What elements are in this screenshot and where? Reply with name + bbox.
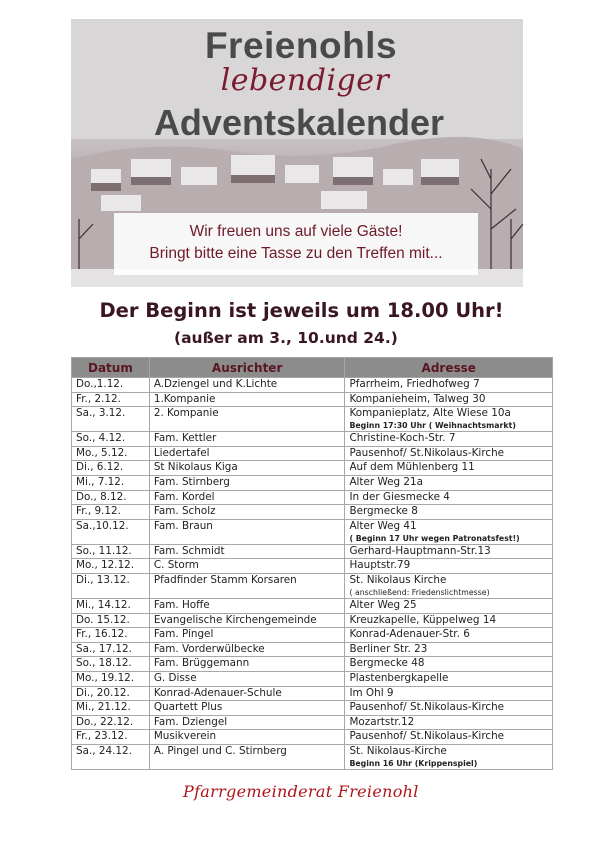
table-row bbox=[72, 657, 553, 672]
cell-date-text: Do., 22.12. bbox=[76, 715, 134, 728]
cell-address bbox=[345, 432, 553, 447]
cell-host-text: A. Pingel und C. Stirnberg bbox=[153, 744, 287, 757]
table-row bbox=[72, 505, 553, 520]
schedule-table bbox=[71, 357, 553, 770]
cell-date bbox=[72, 744, 150, 769]
cell-date bbox=[72, 519, 150, 544]
table-row bbox=[72, 392, 553, 407]
cell-address-note: ( anschließend: Friedenslichtmesse) bbox=[349, 587, 490, 597]
cell-host bbox=[149, 657, 345, 672]
table-row bbox=[72, 432, 553, 447]
table-row bbox=[72, 671, 553, 686]
cell-host bbox=[149, 686, 345, 701]
cell-address-text: Alter Weg 25 bbox=[349, 598, 417, 611]
table-row bbox=[72, 490, 553, 505]
cell-address bbox=[345, 701, 553, 716]
cell-address bbox=[345, 544, 553, 559]
cell-date-text: Sa., 17.12. bbox=[76, 642, 132, 655]
cell-date bbox=[72, 505, 150, 520]
cell-host bbox=[149, 730, 345, 745]
cell-address-text: Mozartstr.12 bbox=[349, 715, 415, 728]
cell-address-text: Hauptstr.79 bbox=[349, 559, 411, 572]
table-row bbox=[72, 613, 553, 628]
cell-host bbox=[149, 432, 345, 447]
cell-host bbox=[149, 461, 345, 476]
cell-date bbox=[72, 544, 150, 559]
cell-date-text: Sa., 24.12. bbox=[76, 744, 132, 757]
table-row bbox=[72, 642, 553, 657]
cell-host bbox=[149, 378, 345, 393]
cell-date-text: Fr., 9.12. bbox=[76, 505, 121, 518]
cell-date bbox=[72, 378, 150, 393]
banner-message-line1: Wir freuen uns auf viele Gäste! bbox=[189, 223, 403, 240]
cell-address bbox=[345, 671, 553, 686]
table-row bbox=[72, 573, 553, 598]
table-row bbox=[72, 559, 553, 574]
banner-title-line2: lebendiger bbox=[220, 63, 390, 98]
cell-host-text: Fam. Brüggemann bbox=[153, 657, 250, 670]
cell-host bbox=[149, 642, 345, 657]
cell-date-text: Mi., 7.12. bbox=[76, 475, 125, 488]
table-header-row bbox=[72, 358, 553, 378]
cell-host-text: Fam. Scholz bbox=[153, 505, 216, 518]
table-row bbox=[72, 544, 553, 559]
cell-host-text: Fam. Dziengel bbox=[153, 715, 228, 728]
cell-date bbox=[72, 613, 150, 628]
cell-date-text: Sa.,10.12. bbox=[76, 519, 129, 532]
cell-date bbox=[72, 490, 150, 505]
cell-address-note: Beginn 16 Uhr (Krippenspiel) bbox=[349, 758, 478, 768]
cell-host-text: C. Storm bbox=[153, 559, 199, 572]
cell-address bbox=[345, 378, 553, 393]
table-row bbox=[72, 744, 553, 769]
cell-host-text: St Nikolaus Kiga bbox=[153, 461, 238, 474]
cell-host-text: Pfadfinder Stamm Korsaren bbox=[153, 573, 297, 586]
table-row bbox=[72, 686, 553, 701]
cell-host bbox=[149, 519, 345, 544]
cell-host-text: Quartett Plus bbox=[153, 701, 223, 714]
cell-host bbox=[149, 573, 345, 598]
cell-address bbox=[345, 657, 553, 672]
cell-host bbox=[149, 475, 345, 490]
cell-host-text: Fam. Braun bbox=[153, 519, 213, 532]
cell-address bbox=[345, 519, 553, 544]
cell-date bbox=[72, 392, 150, 407]
cell-date-text: Mo., 19.12. bbox=[76, 671, 135, 684]
cell-date bbox=[72, 475, 150, 490]
cell-address bbox=[345, 628, 553, 643]
cell-address-text: Gerhard-Hauptmann-Str.13 bbox=[349, 544, 491, 557]
cell-address-text: Konrad-Adenauer-Str. 6 bbox=[349, 628, 470, 641]
cell-date-text: Fr., 16.12. bbox=[76, 628, 128, 641]
cell-host bbox=[149, 559, 345, 574]
cell-host-text: Fam. Schmidt bbox=[153, 544, 225, 557]
cell-address-text: In der Giesmecke 4 bbox=[349, 490, 450, 503]
cell-address-text: Im Ohl 9 bbox=[349, 686, 394, 699]
cell-host bbox=[149, 628, 345, 643]
table-row bbox=[72, 519, 553, 544]
table-row bbox=[72, 378, 553, 393]
cell-date-text: Di., 20.12. bbox=[76, 686, 130, 699]
cell-date-text: Mi., 21.12. bbox=[76, 701, 131, 714]
banner-message-box bbox=[114, 213, 478, 275]
cell-address-text: Pausenhof/ St.Nikolaus-Kirche bbox=[349, 730, 505, 743]
cell-host-text: Evangelische Kirchengemeinde bbox=[153, 613, 317, 626]
cell-date bbox=[72, 657, 150, 672]
cell-host-text: Fam. Kettler bbox=[153, 432, 217, 445]
cell-address bbox=[345, 446, 553, 461]
cell-date bbox=[72, 686, 150, 701]
cell-host-text: Fam. Kordel bbox=[153, 490, 215, 503]
footer-signature: Pfarrgemeinderat Freienohl bbox=[183, 782, 419, 801]
cell-address-text: Berliner Str. 23 bbox=[349, 642, 428, 655]
cell-address bbox=[345, 613, 553, 628]
cell-host-text: G. Disse bbox=[153, 671, 197, 684]
exceptions-subheadline: (außer am 3., 10.und 24.) bbox=[174, 329, 398, 347]
cell-date bbox=[72, 715, 150, 730]
table-row bbox=[72, 461, 553, 476]
cell-date-text: Di., 6.12. bbox=[76, 461, 124, 474]
cell-host bbox=[149, 446, 345, 461]
cell-date-text: Fr., 23.12. bbox=[76, 730, 128, 743]
banner-title-line1: Freienohls bbox=[204, 25, 398, 66]
cell-date-text: Do., 8.12. bbox=[76, 490, 127, 503]
cell-host-text: 2. Kompanie bbox=[153, 407, 219, 420]
cell-host-text: Konrad-Adenauer-Schule bbox=[153, 686, 282, 699]
cell-address-text: Auf dem Mühlenberg 11 bbox=[349, 461, 475, 474]
cell-date bbox=[72, 701, 150, 716]
cell-address-note: Beginn 17:30 Uhr ( Weihnachtsmarkt) bbox=[349, 421, 516, 431]
cell-date bbox=[72, 446, 150, 461]
table-row bbox=[72, 701, 553, 716]
header-datum: Datum bbox=[72, 358, 150, 378]
cell-address-text: Bergmecke 48 bbox=[349, 657, 425, 670]
cell-host bbox=[149, 715, 345, 730]
cell-address-text: Kreuzkapelle, Küppelweg 14 bbox=[349, 613, 497, 626]
cell-address bbox=[345, 715, 553, 730]
cell-date bbox=[72, 598, 150, 613]
cell-address bbox=[345, 642, 553, 657]
cell-address-text: Alter Weg 41 bbox=[349, 519, 417, 532]
cell-host bbox=[149, 671, 345, 686]
cell-host bbox=[149, 392, 345, 407]
cell-address bbox=[345, 598, 553, 613]
cell-host bbox=[149, 490, 345, 505]
header-ausrichter: Ausrichter bbox=[149, 358, 345, 378]
banner-message-line2: Bringt bitte eine Tasse zu den Treffen mit... bbox=[149, 245, 443, 262]
cell-date bbox=[72, 730, 150, 745]
cell-host-text: Fam. Vorderwülbecke bbox=[153, 642, 265, 655]
cell-date bbox=[72, 432, 150, 447]
cell-host-text: Fam. Hoffe bbox=[153, 598, 210, 611]
cell-address bbox=[345, 559, 553, 574]
cell-date bbox=[72, 559, 150, 574]
cell-host bbox=[149, 744, 345, 769]
cell-address-text: Alter Weg 21a bbox=[349, 475, 424, 488]
cell-host bbox=[149, 613, 345, 628]
start-time-headline: Der Beginn ist jeweils um 18.00 Uhr! bbox=[99, 299, 504, 322]
cell-host bbox=[149, 701, 345, 716]
cell-address bbox=[345, 475, 553, 490]
cell-host bbox=[149, 407, 345, 432]
cell-host-text: Musikverein bbox=[153, 730, 217, 743]
cell-address-text: St. Nikolaus Kirche bbox=[349, 573, 447, 586]
cell-address-text: Kompanieplatz, Alte Wiese 10a bbox=[349, 407, 511, 420]
cell-date bbox=[72, 642, 150, 657]
cell-host bbox=[149, 598, 345, 613]
cell-host-text: Fam. Pingel bbox=[153, 628, 214, 641]
table-row bbox=[72, 598, 553, 613]
cell-address-note: ( Beginn 17 Uhr wegen Patronatsfest!) bbox=[349, 533, 520, 543]
cell-date-text: Mo., 5.12. bbox=[76, 446, 128, 459]
table-row bbox=[72, 715, 553, 730]
cell-host-text: 1.Kompanie bbox=[153, 392, 216, 405]
cell-date-text: Mo., 12.12. bbox=[76, 559, 135, 572]
cell-address-text: Plastenbergkapelle bbox=[349, 671, 449, 684]
cell-date-text: Di., 13.12. bbox=[76, 573, 130, 586]
cell-date bbox=[72, 671, 150, 686]
cell-address-text: Pausenhof/ St.Nikolaus-Kirche bbox=[349, 701, 505, 714]
cell-date-text: So., 4.12. bbox=[76, 432, 126, 445]
table-row bbox=[72, 446, 553, 461]
cell-host-text: Liedertafel bbox=[153, 446, 210, 459]
cell-address bbox=[345, 744, 553, 769]
cell-date bbox=[72, 461, 150, 476]
cell-address bbox=[345, 505, 553, 520]
cell-date bbox=[72, 573, 150, 598]
cell-date-text: Fr., 2.12. bbox=[76, 392, 121, 405]
cell-address bbox=[345, 686, 553, 701]
cell-address bbox=[345, 490, 553, 505]
cell-date-text: Sa., 3.12. bbox=[76, 407, 126, 420]
cell-date bbox=[72, 407, 150, 432]
table-row bbox=[72, 628, 553, 643]
cell-date-text: Mi., 14.12. bbox=[76, 598, 131, 611]
cell-date bbox=[72, 628, 150, 643]
cell-address-text: Kompanieheim, Talweg 30 bbox=[349, 392, 486, 405]
cell-date-text: So., 11.12. bbox=[76, 544, 132, 557]
table-row bbox=[72, 475, 553, 490]
cell-address bbox=[345, 573, 553, 598]
cell-host bbox=[149, 505, 345, 520]
banner-image bbox=[71, 19, 523, 287]
cell-address-text: St. Nikolaus-Kirche bbox=[349, 744, 447, 757]
cell-host-text: Fam. Stirnberg bbox=[153, 475, 230, 488]
cell-address bbox=[345, 407, 553, 432]
cell-address-text: Christine-Koch-Str. 7 bbox=[349, 432, 456, 445]
cell-date-text: So., 18.12. bbox=[76, 657, 132, 670]
cell-host-text: A.Dziengel und K.Lichte bbox=[153, 378, 278, 390]
cell-address-text: Pfarrheim, Friedhofweg 7 bbox=[349, 378, 480, 390]
cell-host bbox=[149, 544, 345, 559]
header-adresse: Adresse bbox=[345, 358, 553, 378]
cell-address bbox=[345, 461, 553, 476]
cell-date-text: Do. 15.12. bbox=[76, 613, 130, 626]
cell-address bbox=[345, 730, 553, 745]
cell-address-text: Pausenhof/ St.Nikolaus-Kirche bbox=[349, 446, 505, 459]
banner-title-line3: Adventskalender bbox=[153, 102, 445, 143]
table-row bbox=[72, 407, 553, 432]
cell-address-text: Bergmecke 8 bbox=[349, 505, 418, 518]
cell-address bbox=[345, 392, 553, 407]
table-row bbox=[72, 730, 553, 745]
cell-date-text: Do.,1.12. bbox=[76, 378, 124, 390]
